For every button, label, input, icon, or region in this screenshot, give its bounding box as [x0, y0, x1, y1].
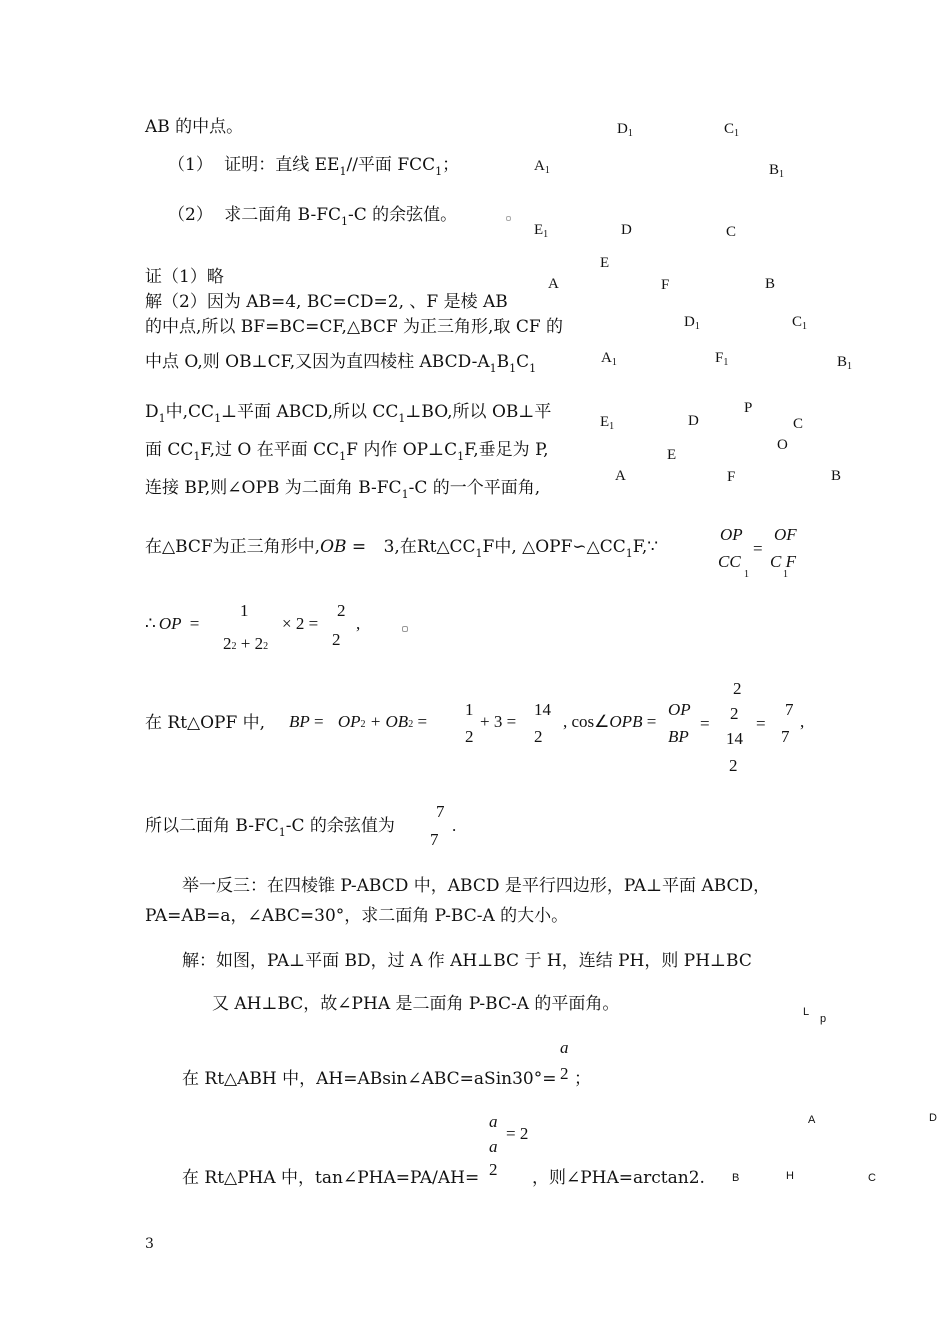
fig3-label-c: C: [868, 1172, 876, 1184]
eq3-cos-expr: [563, 712, 656, 732]
eq3-f1n: 1: [465, 700, 474, 719]
example-line1: 举一反三：在四棱锥 P-ABCD 中，ABCD 是平行四边形，PA⊥平面 ABCD，: [182, 876, 771, 896]
eq3-opb: OPB: [609, 712, 643, 731]
fig3-label-a: A: [808, 1114, 816, 1126]
solution-line2: 的中点,所以 BF=BC=CF,△BCF 为正三角形,取 CF 的: [145, 317, 564, 337]
eq1-c: F中, △OPF∽△CC: [482, 537, 626, 557]
question-2: [168, 205, 457, 227]
fig3-label-b: B: [732, 1172, 740, 1184]
eq1-sub1: 1: [475, 547, 483, 560]
eq3-big-bot: 2: [729, 756, 738, 775]
sol-line4-a: D: [145, 402, 159, 422]
eq2-rden: 2: [332, 630, 341, 649]
result-end: .: [452, 816, 457, 835]
eq2-times: × 2 =: [282, 614, 319, 633]
result-a: 所以二面角 B-FC: [145, 816, 279, 836]
eq3-fop: OP: [668, 700, 691, 719]
sol-line6-b: -C 的一个平面角,: [408, 478, 541, 498]
dot-mark: [402, 626, 408, 632]
fig1-label-d1: $D_1$: [617, 121, 633, 139]
fig2-label-c1: $C_1$: [792, 314, 808, 332]
fig1-label-e1: $E_1$: [534, 222, 549, 240]
solution-line4: [145, 402, 551, 424]
rt1-num: a: [560, 1038, 569, 1057]
solution-line1: 解（2）因为 AB=4, BC=CD=2, 、F 是棱 AB: [145, 292, 508, 312]
result-line: [145, 816, 395, 838]
q2-sub: 1: [341, 215, 348, 228]
fig2-label-f1: $F_1$: [715, 350, 729, 368]
fig3-label-l: L: [803, 1006, 810, 1018]
result-n: 7: [436, 802, 445, 821]
rt2-fd: a: [489, 1137, 498, 1156]
q2-num: （2）: [168, 205, 213, 225]
q1-num: （1）: [168, 155, 213, 175]
fig1-label-a1: $A_1$: [534, 158, 550, 176]
rt2-eq: = 2: [506, 1124, 529, 1143]
eq3-fbp: BP: [668, 727, 689, 746]
rt2-end: ，则∠PHA=arctan2.: [532, 1168, 705, 1188]
sol-line3-b: B: [496, 352, 510, 372]
sol-line3-a: 中点 O,则 OB⊥CF,又因为直四棱柱 ABCD-A: [145, 352, 490, 372]
eq3-eq2: =: [413, 712, 428, 731]
eq3-f2n: 14: [534, 700, 551, 719]
sol-line4-sub3: 1: [398, 412, 406, 425]
sol-line5-sub3: 1: [457, 450, 465, 463]
frac-cc-sub: 1: [744, 569, 749, 580]
rt1-den: 2: [560, 1064, 569, 1083]
rt2-bot: 2: [489, 1160, 498, 1179]
eq2-den-base: 2: [223, 634, 232, 653]
result-sub: 1: [278, 826, 286, 839]
sol-line5-a: 面 CC: [145, 440, 194, 460]
sol-line5-sub2: 1: [339, 450, 347, 463]
frac-cc: CC: [718, 552, 741, 571]
eq1-val: 3: [383, 537, 395, 557]
frac-eq: =: [753, 539, 763, 558]
sol-line4-c: ⊥平面 ABCD,所以 CC: [221, 402, 399, 422]
rt1-text: 在 Rt△ABH 中，AH=ABsin∠ABC=aSin30°=: [182, 1069, 557, 1089]
fig1-label-f: F: [661, 277, 670, 293]
fig1-label-b1: $B_1$: [769, 162, 785, 180]
solution-line5: [145, 440, 548, 462]
question-1: [168, 155, 459, 177]
eq3-f1d: 2: [465, 727, 474, 746]
eq3-eq4: =: [700, 714, 710, 733]
sol-line5-c: F 内作 OP⊥C: [346, 440, 458, 460]
frac-cf-sub: 1: [783, 569, 788, 580]
eq3-plus3: + 3 =: [480, 712, 517, 731]
solution-line3: [145, 352, 536, 374]
eq1-d: F,∵: [632, 537, 659, 557]
eq1-ob: OB: [320, 537, 347, 557]
eq2-num: 1: [240, 601, 249, 620]
eq2-plus: + 2: [236, 634, 264, 653]
q2-end: -C 的余弦值。: [348, 205, 458, 225]
eq2-den-sup: 2: [231, 641, 237, 652]
eq3-plus: + OB: [365, 712, 409, 731]
frac-of: OF: [774, 525, 797, 544]
fig2-label-d: D: [688, 413, 699, 429]
fig2-label-d1: $D_1$: [684, 314, 700, 332]
q1-text: 证明：直线 EE: [224, 155, 340, 175]
result-d: 7: [430, 830, 439, 849]
example-sol-line2: 又 AH⊥BC，故∠PHA 是二面角 P-BC-A 的平面角。: [212, 994, 620, 1014]
solution-line6: [145, 478, 540, 500]
eq3-bp: BP: [289, 712, 310, 731]
fig3-label-h: H: [786, 1170, 794, 1182]
q2-text: 求二面角 B-FC: [224, 205, 341, 225]
fig2-label-a: A: [615, 468, 626, 484]
eq3-big-d: 14: [726, 729, 743, 748]
fig2-label-b: B: [831, 468, 842, 484]
eq3-sup2: 2: [408, 719, 414, 730]
q1-sub2: 1: [435, 165, 443, 178]
fig1-label-e: E: [600, 255, 610, 271]
fig2-label-e1: $E_1$: [600, 414, 615, 432]
eq3-sup1: 2: [360, 719, 366, 730]
eq3-bp-expr: [289, 712, 427, 732]
q1-text2: //平面 FCC: [346, 155, 436, 175]
eq3-eq3: =: [642, 712, 657, 731]
eq3-r-n: 7: [785, 700, 794, 719]
fig2-label-a1: $A_1$: [601, 350, 617, 368]
fig1-label-b: B: [765, 276, 776, 292]
fig2-label-f: F: [727, 469, 736, 485]
eq3-r-d: 7: [781, 727, 790, 746]
sol-line4-sub1: 1: [158, 412, 166, 425]
rt1-end: ；: [574, 1069, 591, 1089]
eq2-rnum: 2: [337, 601, 346, 620]
result-b: -C 的余弦值为: [285, 816, 395, 836]
eq3-eq5: =: [756, 714, 766, 733]
sol-line5-b: F,过 O 在平面 CC: [200, 440, 340, 460]
sol-line6-a: 连接 BP,则∠OPB 为二面角 B-FC: [145, 478, 402, 498]
rt2-fn: a: [489, 1112, 498, 1131]
page-number: 3: [145, 1236, 154, 1252]
eq2-therefore-sym: ∴: [145, 614, 156, 633]
eq2-den-sup2: 2: [263, 641, 269, 652]
eq2-therefore: [145, 614, 199, 634]
sol-line3-sub3: 1: [529, 362, 537, 375]
sol-line5-d: F,垂足为 P,: [464, 440, 549, 460]
sol-line4-d: ⊥BO,所以 OB⊥平: [405, 402, 552, 422]
eq3-big-n: 2: [730, 704, 739, 723]
sol-line4-sub2: 1: [214, 412, 222, 425]
sol-line3-sub2: 1: [509, 362, 517, 375]
eq3-op: OP: [337, 712, 361, 731]
q1-sub1: 1: [339, 165, 347, 178]
eq3-big-top: 2: [733, 679, 742, 698]
eq1-sub2: 1: [625, 547, 633, 560]
eq3-end: ,: [800, 712, 805, 731]
proof-1: 证（1）略: [145, 267, 224, 287]
fig1-label-c: C: [726, 224, 737, 240]
example-line2: PA=AB=a，∠ABC=30°，求二面角 P-BC-A 的大小。: [145, 906, 569, 926]
fig2-label-c: C: [793, 416, 804, 432]
fig2-label-o: O: [777, 437, 788, 453]
fig3-label-p: p: [820, 1013, 827, 1025]
eq2-den: [223, 634, 268, 654]
frac-cf: C F: [770, 552, 796, 571]
sol-line6-sub: 1: [401, 488, 409, 501]
eq3-pre: 在 Rt△OPF 中,: [145, 713, 266, 733]
example-sol-line1: 解：如图，PA⊥平面 BD，过 A 作 AH⊥BC 于 H，连结 PH，则 PH⊥BC: [182, 951, 752, 971]
sol-line3-sub1: 1: [489, 362, 497, 375]
eq1-eq: =: [346, 537, 372, 557]
eq3-f2d: 2: [534, 727, 543, 746]
fig2-label-b1: $B_1$: [837, 354, 853, 372]
q1-end: ；: [442, 155, 460, 175]
eq2-eq: =: [189, 614, 200, 633]
eq3-cos: , cos∠: [563, 712, 610, 731]
sol-line4-b: 中,CC: [165, 402, 215, 422]
eq2-op: OP: [158, 614, 182, 633]
eq1-a: 在△BCF为正三角形中,: [145, 537, 321, 557]
fig2-label-e: E: [667, 447, 677, 463]
sol-line5-sub1: 1: [193, 450, 201, 463]
eq1-b: ,在Rt△CC: [394, 537, 476, 557]
fig3-label-d: D: [929, 1112, 937, 1124]
fig2-label-p: P: [744, 400, 753, 416]
problem-line1: AB 的中点。: [145, 117, 244, 137]
eq2-comma: ,: [356, 614, 361, 633]
fig1-label-a: A: [548, 276, 559, 292]
sol-line3-c: C: [516, 352, 530, 372]
equation-1: [145, 537, 658, 559]
fig1-label-c1: $C_1$: [724, 121, 740, 139]
fig1-dot: [506, 216, 511, 221]
frac-op: OP: [720, 525, 743, 544]
eq3-eq1: =: [309, 712, 328, 731]
rt2-text: 在 Rt△PHA 中，tan∠PHA=PA/AH=: [182, 1168, 480, 1188]
fig1-label-d: D: [621, 222, 632, 238]
